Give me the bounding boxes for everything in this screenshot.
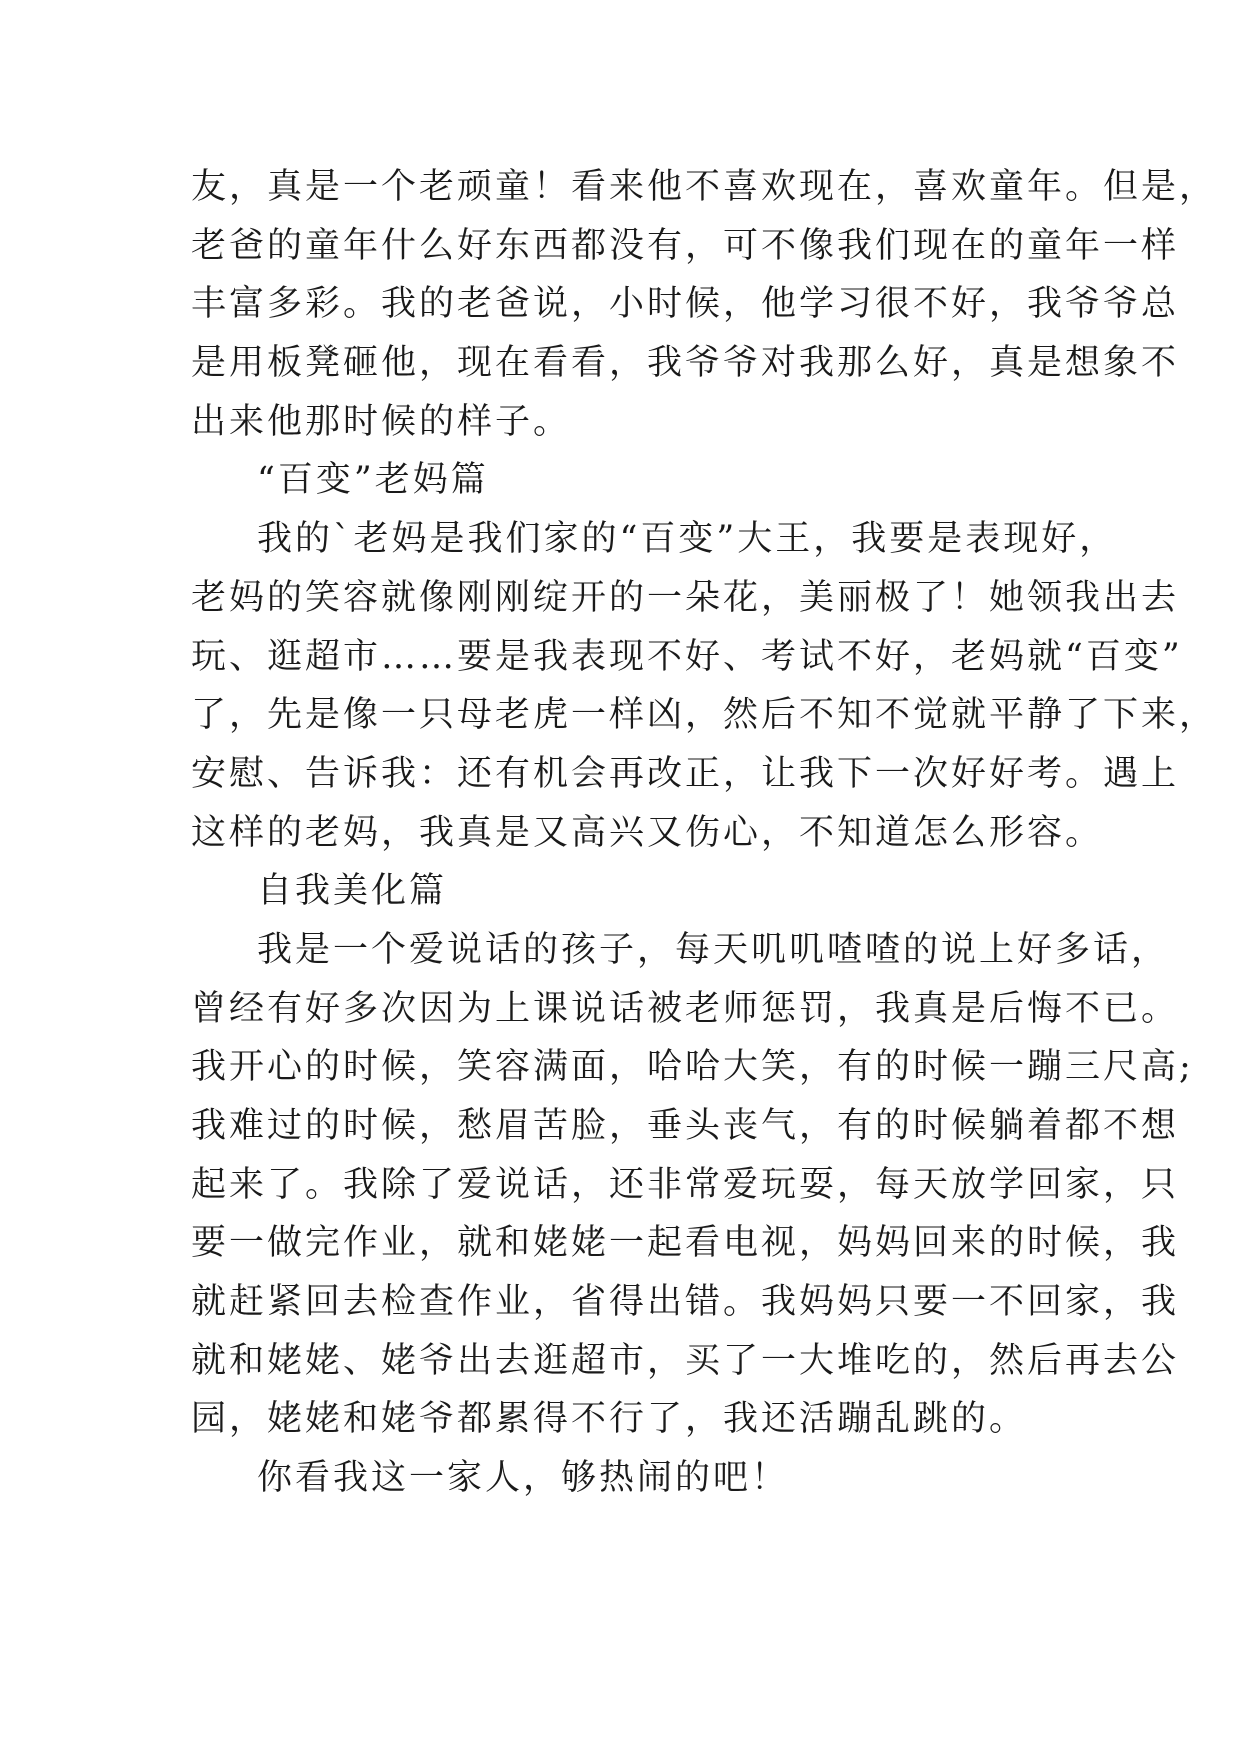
text-line: 就和姥姥、姥爷出去逛超市，买了一大堆吃的，然后再去公 bbox=[191, 1340, 1180, 1381]
text-line: 我难过的时候，愁眉苦脸，垂头丧气，有的时候躺着都不想 bbox=[191, 1106, 1180, 1146]
text-line: 丰富多彩。我的老爸说，小时候，他学习很不好，我爷爷总 bbox=[191, 284, 1180, 325]
text-line: 自我美化篇 bbox=[257, 871, 448, 912]
text-line: 我开心的时候，笑容满面，哈哈大笑，有的时候一蹦三尺高; bbox=[191, 1047, 1194, 1088]
text-line: 友，真是一个老顽童！看来他不喜欢现在，喜欢童年。但是， bbox=[191, 167, 1218, 207]
text-line: 老爸的童年什么好东西都没有，可不像我们现在的童年一样 bbox=[191, 225, 1180, 266]
text-line: 我的`老妈是我们家的“百变”大王，我要是表现好， bbox=[257, 519, 1118, 560]
text-line: 要一做完作业，就和姥姥一起看电视，妈妈回来的时候，我 bbox=[191, 1223, 1180, 1264]
text-line: 起来了。我除了爱说话，还非常爱玩耍，每天放学回家，只 bbox=[191, 1164, 1180, 1205]
text-line: 了，先是像一只母老虎一样凶，然后不知不觉就平静了下来， bbox=[191, 695, 1218, 736]
text-line: 这样的老妈，我真是又高兴又伤心，不知道怎么形容。 bbox=[191, 812, 1104, 853]
text-line: 安慰、告诉我：还有机会再改正，让我下一次好好考。遇上 bbox=[191, 753, 1180, 794]
essay-body bbox=[191, 158, 1218, 1508]
text-line: 园，姥姥和姥爷都累得不行了，我还活蹦乱跳的。 bbox=[191, 1399, 1028, 1440]
text-line: 你看我这一家人，够热闹的吧！ bbox=[257, 1458, 790, 1499]
text-line: 老妈的笑容就像刚刚绽开的一朵花，美丽极了！她领我出去 bbox=[191, 577, 1180, 618]
text-line: 就赶紧回去检查作业，省得出错。我妈妈只要一不回家，我 bbox=[191, 1282, 1180, 1323]
text-line: 出来他那时候的样子。 bbox=[191, 401, 572, 442]
text-line: “百变”老妈篇 bbox=[257, 460, 489, 501]
text-line: 玩、逛超市……要是我表现不好、考试不好，老妈就“百变” bbox=[191, 636, 1183, 677]
text-line: 曾经有好多次因为上课说话被老师惩罚，我真是后悔不已。 bbox=[191, 988, 1180, 1029]
text-line: 我是一个爱说话的孩子，每天叽叽喳喳的说上好多话， bbox=[257, 929, 1170, 970]
text-line: 是用板凳砸他，现在看看，我爷爷对我那么好，真是想象不 bbox=[191, 343, 1180, 384]
